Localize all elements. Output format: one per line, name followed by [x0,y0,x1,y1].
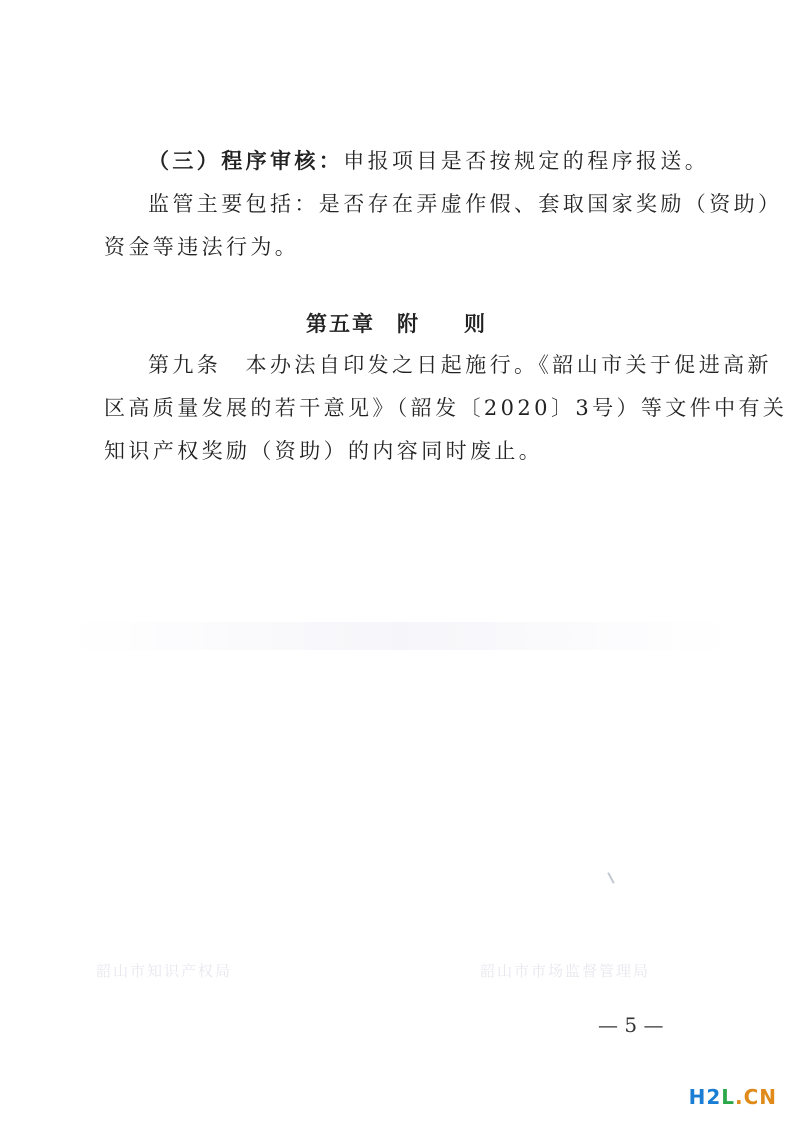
watermark-l: L [721,1085,735,1109]
supervision-text-continued: 资金等违法行为。 [104,235,300,259]
article-line-3 [104,437,543,465]
scan-speck [607,872,614,884]
chapter-title-part-1: 附 [397,312,420,336]
site-watermark-logo [689,1085,777,1109]
page-number: — 5 — [598,1013,664,1037]
procedure-review-label: （三）程序审核： [148,149,344,173]
article-line-1 [148,351,772,379]
chapter-heading [0,310,793,338]
watermark-2: 2 [706,1085,722,1109]
supervision-line [148,190,782,218]
article-text-3: 知识产权奖励（资助）的内容同时废止。 [104,439,544,463]
watermark-cn: .CN [734,1085,777,1109]
article-text-1: 第九条 本办法自印发之日起施行。《韶山市关于促进高新 [148,353,772,377]
supervision-line-continued [104,233,299,261]
ghost-footer-right: 韶山市市场监督管理局 [480,962,651,980]
review-procedure-line [148,147,709,175]
watermark-h: H [688,1085,707,1109]
ghost-footer-left: 韶山市知识产权局 [96,962,233,980]
article-text-2: 区高质量发展的若干意见》（韶发〔2020〕3号）等文件中有关 [104,396,788,420]
article-line-2 [104,394,787,422]
scan-artifact-band [70,622,730,650]
chapter-number: 第五章 [306,312,375,336]
procedure-review-text: 申报项目是否按规定的程序报送。 [343,149,710,173]
supervision-text: 监管主要包括：是否存在弄虚作假、套取国家奖励（资助） [148,192,783,216]
chapter-title-part-2: 则 [464,312,487,336]
